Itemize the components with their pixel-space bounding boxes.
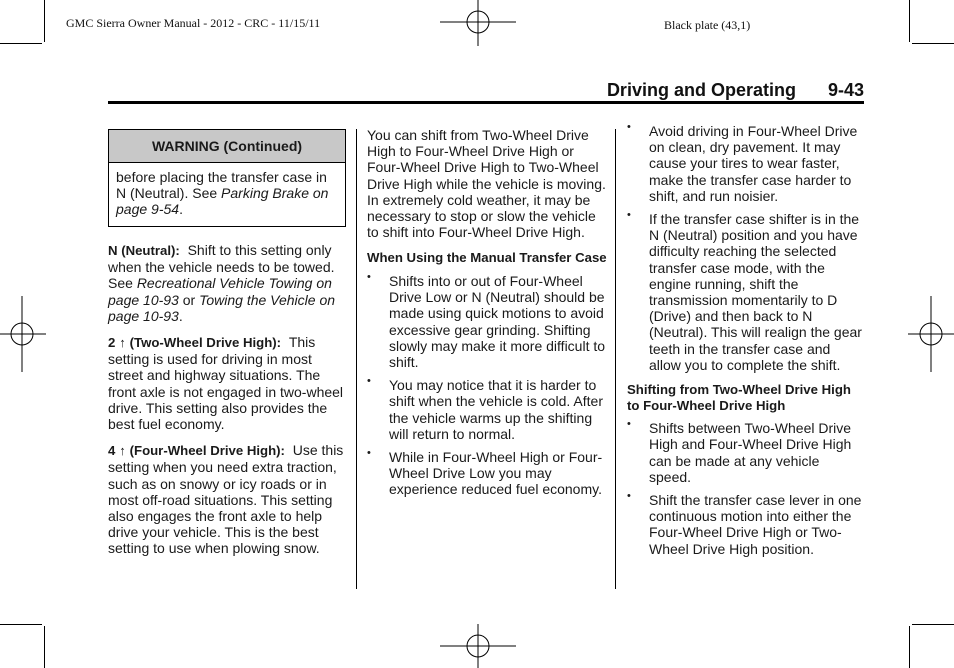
warning-text: before placing the transfer case in N (Neutral). See Parking Brake on page 9-54. bbox=[116, 169, 329, 218]
print-doc-id: GMC Sierra Owner Manual - 2012 - CRC - 11/15/11 bbox=[66, 16, 321, 30]
bullet-icon: • bbox=[627, 121, 631, 133]
two-wheel-label: (Two-Wheel Drive High): bbox=[129, 335, 282, 351]
registration-mark-left-icon bbox=[0, 296, 46, 372]
subheading-manual-transfer: When Using the Manual Transfer Case bbox=[367, 250, 607, 266]
list-item: • While in Four-Wheel High or Four-Wheel Drive Low you may experience reduced fuel economy. bbox=[367, 447, 603, 498]
list-item: • Shifts into or out of Four-Wheel Drive Low or N (Neutral) should be made using quick motions to avoid excessive gear grinding. Shifting slowly may make it more difficult to shift. bbox=[367, 271, 606, 371]
crop-mark bbox=[0, 43, 42, 44]
crop-mark bbox=[44, 0, 45, 42]
crop-mark bbox=[912, 624, 954, 625]
rv-towing-link[interactable]: Recreational Vehicle Towing on page 10-93 bbox=[108, 275, 332, 308]
list-item: • You may notice that it is harder to shift when the vehicle is cold. After the vehicle warms up the shifting will return to normal. bbox=[367, 375, 603, 442]
column-divider bbox=[356, 129, 357, 589]
warning-link[interactable]: Parking Brake on page 9-54 bbox=[116, 185, 329, 218]
four-wheel-paragraph: 4 ↑ (Four-Wheel Drive High): Use this setting when you need extra traction, such as on snowy or icy roads or in most off-road situations. This setting also engages the front axle to help drive your vehicle. This is the best setting to use when plowing snow. bbox=[108, 442, 344, 557]
column-3 bbox=[627, 123, 865, 564]
column-2 bbox=[367, 127, 607, 505]
registration-mark-bottom-icon bbox=[440, 624, 516, 668]
subheading-shifting: Shifting from Two-Wheel Drive High to Four-Wheel Drive High bbox=[627, 382, 851, 413]
bullet-icon: • bbox=[367, 447, 371, 460]
header-rule bbox=[108, 101, 864, 104]
crop-mark bbox=[912, 43, 954, 44]
bullet-icon: • bbox=[367, 271, 371, 284]
crop-mark bbox=[44, 626, 45, 668]
two-wheel-paragraph: 2 ↑ (Two-Wheel Drive High): This setting is used for driving in most street and highway situations. The front axle is not engaged in two-wheel drive. This setting also provides the best fuel economy. bbox=[108, 334, 344, 433]
neutral-paragraph: N (Neutral): Shift to this setting only when the vehicle needs to be towed. See Recreational Vehicle Towing on page 10-93 or Towing the Vehicle on page 10-93. bbox=[108, 242, 336, 324]
warning-title: WARNING (Continued) bbox=[109, 130, 345, 163]
crop-mark bbox=[909, 0, 910, 42]
arrow-up-icon: ↑ bbox=[119, 443, 126, 459]
list-item: • Shifts between Two-Wheel Drive High and Four-Wheel Drive High can be made at any vehicle speed. bbox=[627, 418, 852, 485]
list-item: • Avoid driving in Four-Wheel Drive on clean, dry pavement. It may cause your tires to wear faster, make the transfer case harder to shift, and run noisier. bbox=[627, 121, 858, 204]
warning-box bbox=[108, 129, 346, 227]
four-wheel-label: (Four-Wheel Drive High): bbox=[129, 443, 285, 459]
page-number: 9-43 bbox=[827, 80, 864, 100]
neutral-label: N (Neutral): bbox=[108, 243, 180, 258]
bullet-icon: • bbox=[367, 375, 371, 388]
crop-mark bbox=[0, 624, 42, 625]
intro-paragraph: You can shift from Two-Wheel Drive High to Four-Wheel Drive High or Four-Wheel Drive High to Two-Wheel Drive High while the vehicle is moving. In extremely cold weather, it may be necessary to stop or slow the vehicle to shift into Four-Wheel Drive High. bbox=[367, 127, 606, 241]
crop-mark bbox=[909, 626, 910, 668]
list-item: • If the transfer case shifter is in the N (Neutral) position and you have difficulty reaching the selected transfer case mode, with the engine running, shift the transmission momentarily to D (Drive) and then back to N (Neutral). This will realign the gear teeth in the transfer case and allow you to complete the shift. bbox=[627, 209, 862, 373]
page-header bbox=[607, 80, 864, 101]
section-title: Driving and Operating bbox=[606, 80, 796, 100]
list-item: • Shift the transfer case lever in one continuous motion into either the Four-Wheel Drive High or Two-Wheel Drive High position. bbox=[627, 490, 862, 557]
registration-mark-right-icon bbox=[908, 296, 954, 372]
column-1 bbox=[108, 242, 348, 567]
bullet-icon: • bbox=[627, 490, 631, 503]
towing-link[interactable]: Towing the Vehicle on page 10-93 bbox=[108, 291, 336, 324]
registration-mark-top-icon bbox=[440, 0, 516, 46]
column-divider bbox=[615, 129, 616, 589]
bullet-icon: • bbox=[627, 418, 631, 431]
bullet-icon: • bbox=[627, 209, 631, 222]
print-plate: Black plate (43,1) bbox=[664, 18, 751, 32]
arrow-up-icon: ↑ bbox=[119, 335, 126, 351]
